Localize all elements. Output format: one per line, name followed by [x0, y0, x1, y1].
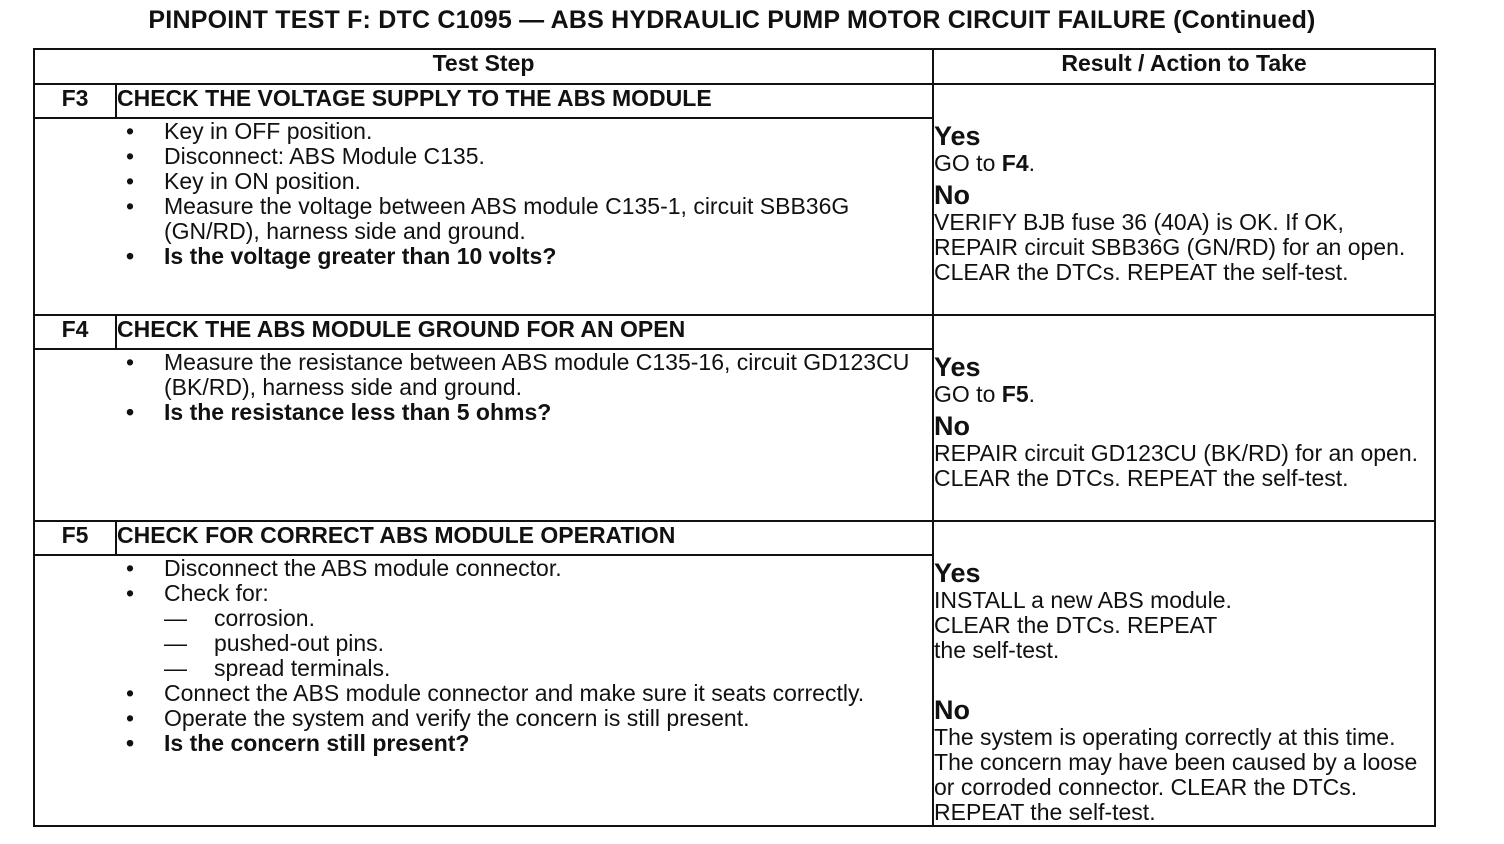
list-item: • Measure the resistance between ABS module C135-16, circuit GD123CU (BK/RD), harness side and ground. [116, 350, 932, 400]
list-item: • Disconnect the ABS module connector. [116, 556, 932, 581]
yes-line-3: the self-test. [934, 637, 1060, 663]
bullet-list-f5 [116, 556, 932, 756]
question-item: • Is the concern still present? [116, 731, 932, 756]
yes-text-f3: GO to F4. [934, 150, 1035, 176]
step-body-f5 [116, 555, 933, 826]
bullet-list-f3 [116, 119, 932, 269]
step-result-f3 [933, 84, 1435, 315]
sub-list [164, 606, 932, 681]
step-title-f4: CHECK THE ABS MODULE GROUND FOR AN OPEN [116, 315, 933, 349]
sub-list-item: — spread terminals. [164, 655, 391, 682]
step-title-f5: CHECK FOR CORRECT ABS MODULE OPERATION [116, 521, 933, 555]
no-label-f3: No [934, 180, 971, 210]
table-header-row [34, 49, 1435, 84]
sub-list-item: — pushed-out pins. [164, 630, 385, 657]
step-title-row-f5 [34, 521, 1435, 555]
list-item: • Key in OFF position. [116, 119, 932, 144]
pinpoint-test-table [33, 48, 1436, 827]
yes-text-f4: GO to F5. [934, 381, 1035, 407]
step-result-f5 [933, 521, 1435, 826]
step-id-f3: F3 [34, 84, 116, 118]
no-label-f5: No [934, 695, 971, 725]
step-id-f4: F4 [34, 315, 116, 349]
bullet-list-f4 [116, 350, 932, 425]
yes-line-1: INSTALL a new ABS module. [934, 587, 1232, 613]
list-item: • Connect the ABS module connector and make sure it seats correctly. [116, 681, 932, 706]
no-text-f4: REPAIR circuit GD123CU (BK/RD) for an open. CLEAR the DTCs. REPEAT the self-test. [934, 440, 1419, 491]
list-item: • Measure the voltage between ABS module C135-1, circuit SBB36G (GN/RD), harness side and ground. [116, 194, 932, 244]
step-title-f3: CHECK THE VOLTAGE SUPPLY TO THE ABS MODULE [116, 84, 933, 118]
yes-label-f4: Yes [934, 352, 981, 382]
step-result-f4 [933, 315, 1435, 521]
no-label-f4: No [934, 411, 971, 441]
list-item: • Disconnect: ABS Module C135. [116, 144, 932, 169]
list-item: • Operate the system and verify the concern is still present. [116, 706, 932, 731]
step-title-row-f4 [34, 315, 1435, 349]
step-body-f3 [116, 118, 933, 315]
question-item: • Is the voltage greater than 10 volts? [116, 244, 932, 269]
no-text-f3: VERIFY BJB fuse 36 (40A) is OK. If OK, REPAIR circuit SBB36G (GN/RD) for an open. CLEAR the DTCs. REPEAT the self-test. [934, 209, 1406, 285]
step-title-row-f3 [34, 84, 1435, 118]
header-test-step: Test Step [34, 49, 933, 84]
no-text-f5: The system is operating correctly at this time. The concern may have been caused by a loose or corroded connector. CLEAR the DTCs. REPEAT the self-test. [934, 724, 1418, 825]
yes-label-f5: Yes [934, 558, 981, 588]
sub-list-item: — corrosion. [164, 605, 315, 632]
question-item: • Is the resistance less than 5 ohms? [116, 400, 932, 425]
list-item: • Check for: — corrosion. — pushed-out pins. — spread terminals. [116, 581, 932, 681]
page-title: PINPOINT TEST F: DTC C1095 — ABS HYDRAULIC PUMP MOTOR CIRCUIT FAILURE (Continued) [148, 6, 1316, 34]
header-result-action: Result / Action to Take [933, 49, 1435, 84]
yes-line-2: CLEAR the DTCs. REPEAT [934, 612, 1218, 638]
step-id-f5: F5 [34, 521, 116, 555]
step-body-f4 [116, 349, 933, 521]
yes-label-f3: Yes [934, 121, 981, 151]
list-item: • Key in ON position. [116, 169, 932, 194]
